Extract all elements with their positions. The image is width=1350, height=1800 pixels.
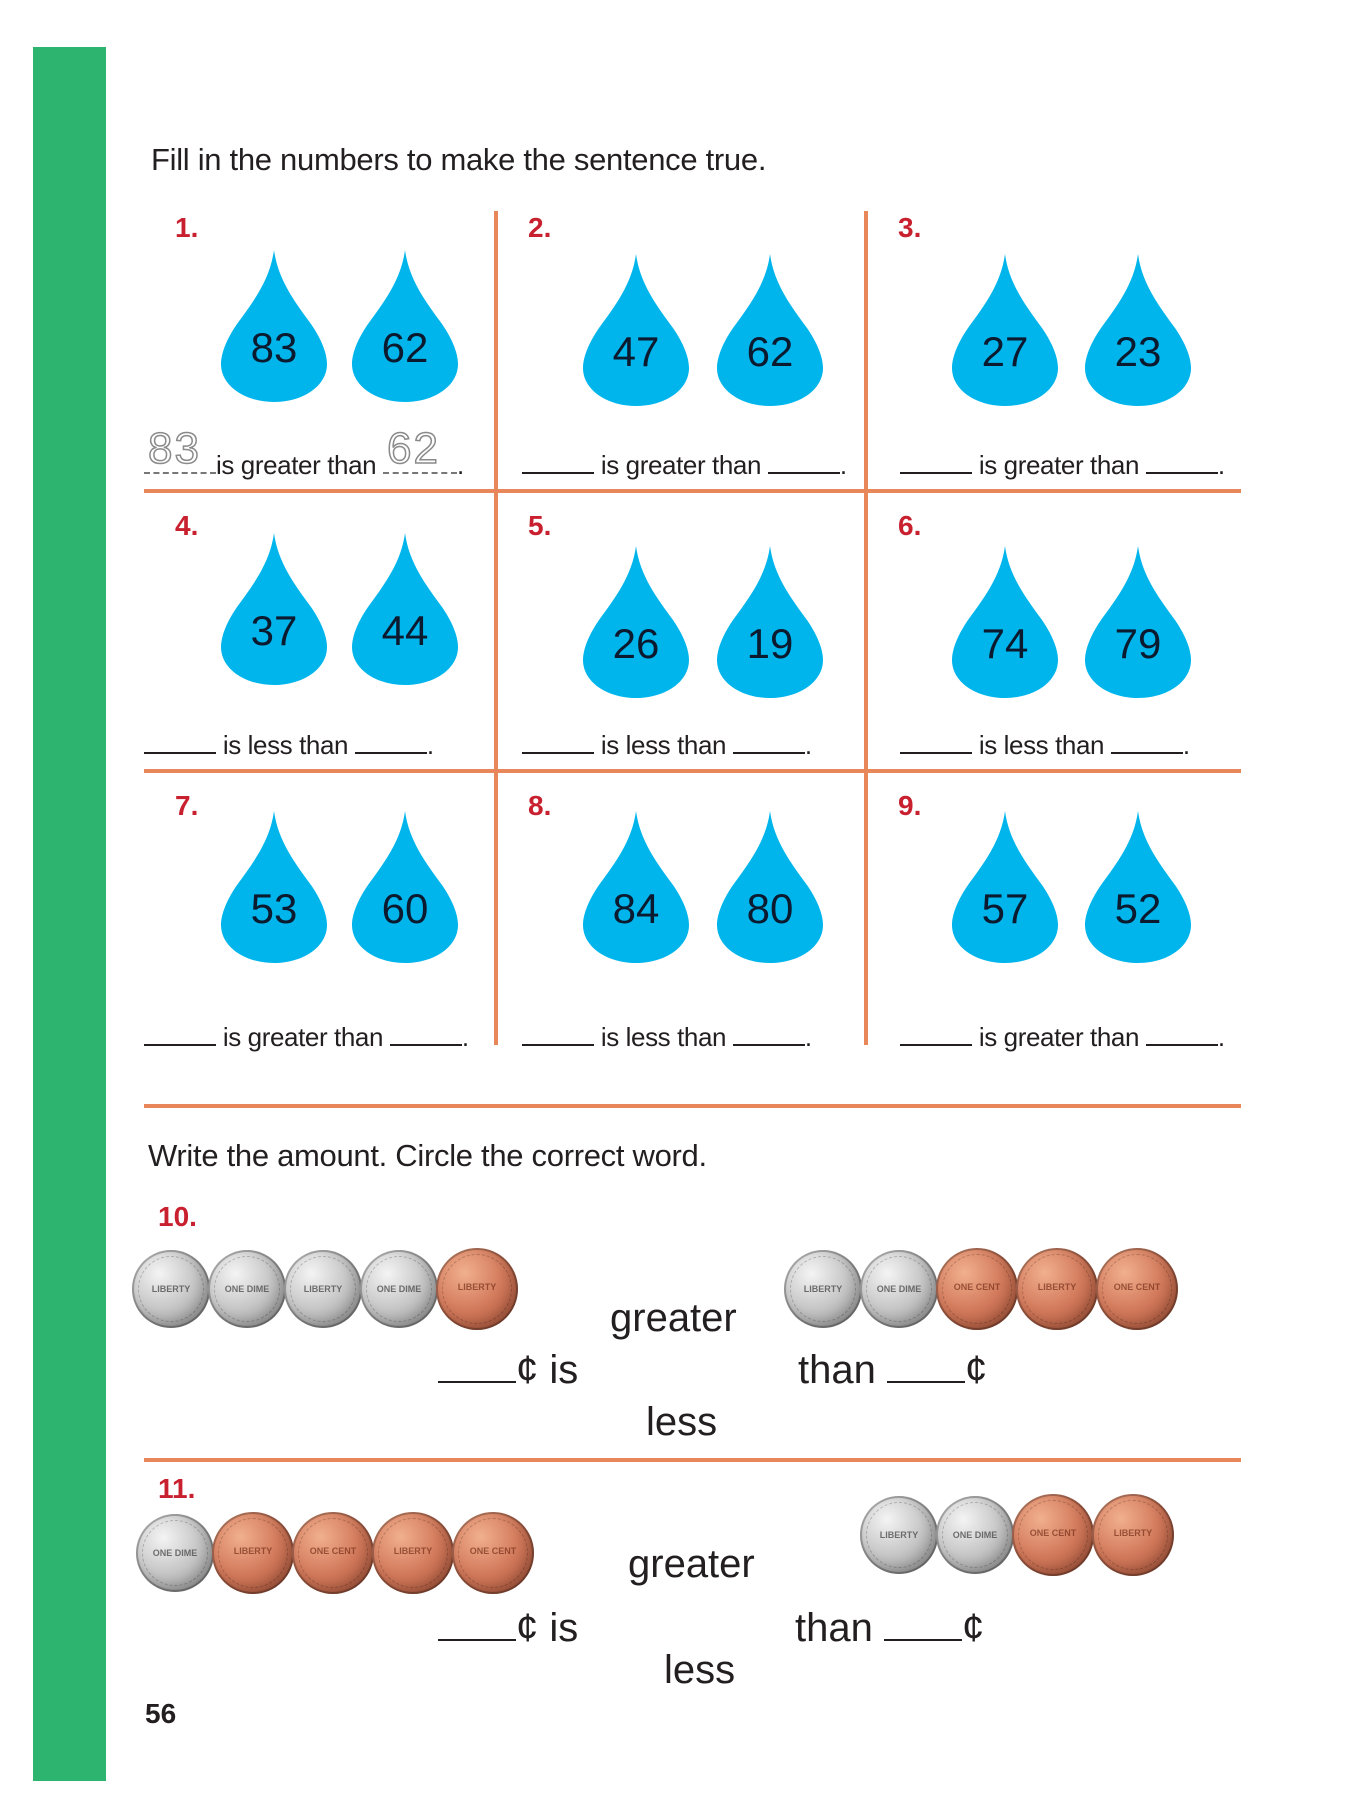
problem-10-than: than (798, 1348, 876, 1392)
problem-9-drop-left (952, 811, 1058, 963)
drop-number: 44 (381, 607, 429, 654)
drop-number: 19 (746, 620, 794, 667)
relation-text: is greater than (600, 450, 762, 480)
problem-4-drop-left (221, 533, 327, 685)
problem-11-left-blank[interactable] (438, 1613, 516, 1641)
problem-7-drop-right (352, 811, 458, 963)
problem-10-cent-is: ¢ is (516, 1348, 579, 1392)
problem-11-right-coins (860, 1494, 1172, 1576)
answer-blank-right[interactable] (733, 1018, 805, 1046)
drop-number: 47 (612, 328, 660, 375)
drop-number: 74 (981, 620, 1029, 667)
problem-4-sentence: is less than . (144, 726, 434, 761)
penny-heads-icon: LIBERTY (1016, 1248, 1098, 1330)
problem-4-label: 4. (175, 510, 199, 541)
problem-6-label: 6. (898, 510, 922, 541)
penny-heads-icon: LIBERTY (372, 1512, 454, 1594)
answer-blank-left[interactable] (900, 1018, 972, 1046)
problem-8-sentence: is less than . (522, 1018, 812, 1053)
problem-10-cent: ¢ (964, 1348, 988, 1392)
dime-tails-icon: ONE DIME (860, 1250, 938, 1328)
penny-heads-icon: LIBERTY (212, 1512, 294, 1594)
problem-3-label: 3. (898, 212, 922, 243)
relation-text: is less than (600, 1022, 727, 1052)
problem-10-left-amount[interactable] (438, 1348, 578, 1393)
dime-heads-icon: LIBERTY (784, 1250, 862, 1328)
drop-number: 53 (250, 885, 298, 932)
relation-text: is greater than (216, 450, 377, 480)
relation-text: is greater than (978, 450, 1140, 480)
answer-blank-right[interactable] (1146, 446, 1218, 474)
problem-10-left-blank[interactable] (438, 1355, 516, 1383)
problem-9-sentence: is greater than . (900, 1018, 1225, 1053)
dime-heads-icon: LIBERTY (284, 1250, 362, 1328)
answer-blank-left[interactable] (900, 726, 972, 754)
answer-blank-right[interactable] (733, 726, 805, 754)
answer-blank-left[interactable] (144, 726, 216, 754)
problem-5-sentence: is less than . (522, 726, 812, 761)
drop-number: 79 (1114, 620, 1162, 667)
penny-tails-icon: ONE CENT (936, 1248, 1018, 1330)
answer-blank-left[interactable] (522, 1018, 594, 1046)
problem-6-sentence: is less than . (900, 726, 1190, 761)
problem-5-label: 5. (528, 510, 552, 541)
grid-divider-horizontal-2 (144, 769, 1241, 773)
answer-blank-left[interactable] (522, 726, 594, 754)
drop-number: 60 (381, 885, 429, 932)
answer-blank-left[interactable] (900, 446, 972, 474)
grid-divider-vertical-2 (864, 211, 868, 1045)
grid-divider-horizontal-1 (144, 489, 1241, 493)
problem-11-option-less[interactable]: less (664, 1648, 736, 1692)
problem-11-option-greater[interactable]: greater (628, 1542, 755, 1586)
problem-10-right-coins (784, 1248, 1176, 1330)
problem-1-label: 1. (175, 212, 199, 243)
problem-8-drop-left (583, 811, 689, 963)
problem-10-left-coins (132, 1248, 516, 1330)
answer-blank-right[interactable] (390, 1018, 462, 1046)
problem-1-sentence: 83 is greater than 62 . (144, 446, 464, 481)
dime-heads-icon: LIBERTY (860, 1496, 938, 1574)
drop-number: 26 (612, 620, 660, 667)
problem-10-label: 10. (158, 1201, 197, 1232)
drop-number: 52 (1114, 885, 1162, 932)
problem-10-option-greater[interactable]: greater (610, 1296, 737, 1340)
relation-text: is less than (222, 730, 349, 760)
problem-3-drop-left (952, 254, 1058, 406)
problem-7-drop-left (221, 811, 327, 963)
problem-divider (144, 1458, 1241, 1462)
problem-6-drop-left (952, 546, 1058, 698)
problem-2-drop-left (583, 254, 689, 406)
problem-11-left-coins (136, 1512, 532, 1594)
problem-2-label: 2. (528, 212, 552, 243)
answer-blank-right[interactable] (1146, 1018, 1218, 1046)
problem-2-drop-right (717, 254, 823, 406)
drop-number: 84 (612, 885, 660, 932)
relation-text: is greater than (978, 1022, 1140, 1052)
section2-instruction: Write the amount. Circle the correct word. (148, 1138, 707, 1173)
drop-number: 80 (746, 885, 794, 932)
answer-blank-left[interactable] (522, 446, 594, 474)
drop-number: 57 (981, 885, 1029, 932)
problem-11-cent: ¢ (961, 1606, 985, 1650)
section1-instruction: Fill in the numbers to make the sentence true. (151, 142, 767, 177)
drop-number: 62 (381, 324, 429, 371)
problem-1-drop-right (352, 250, 458, 402)
problem-6-drop-right (1085, 546, 1191, 698)
problem-3-drop-right (1085, 254, 1191, 406)
problem-1-drop-left (221, 250, 327, 402)
dime-tails-icon: ONE DIME (208, 1250, 286, 1328)
drop-number: 27 (981, 328, 1029, 375)
problem-4-drop-right (352, 533, 458, 685)
problem-11-right-blank[interactable] (884, 1613, 962, 1641)
problem-11-cent-is: ¢ is (516, 1606, 579, 1650)
problem-11-than: than (795, 1606, 873, 1650)
answer-blank-right[interactable] (1111, 726, 1183, 754)
problem-7-label: 7. (175, 790, 199, 821)
problem-1-answer-left-traced[interactable]: 83 (144, 446, 216, 474)
relation-text: is less than (978, 730, 1105, 760)
problem-5-drop-left (583, 546, 689, 698)
problem-3-sentence: is greater than . (900, 446, 1225, 481)
problem-1-answer-right-traced[interactable]: 62 (383, 446, 457, 474)
penny-heads-icon: LIBERTY (1092, 1494, 1174, 1576)
answer-blank-right[interactable] (355, 726, 427, 754)
problem-9-label: 9. (898, 790, 922, 821)
dime-tails-icon: ONE DIME (136, 1514, 214, 1592)
answer-blank-right[interactable] (768, 446, 840, 474)
problem-11-right-amount[interactable] (795, 1606, 984, 1651)
problem-10-right-amount[interactable] (798, 1348, 987, 1393)
sidebar-color-band (33, 47, 106, 1781)
drop-number: 62 (746, 328, 794, 375)
problem-11-left-amount[interactable] (438, 1606, 578, 1651)
relation-text: is less than (600, 730, 727, 760)
penny-heads-icon: LIBERTY (436, 1248, 518, 1330)
dime-tails-icon: ONE DIME (360, 1250, 438, 1328)
penny-tails-icon: ONE CENT (292, 1512, 374, 1594)
problem-8-drop-right (717, 811, 823, 963)
dime-tails-icon: ONE DIME (936, 1496, 1014, 1574)
answer-blank-left[interactable] (144, 1018, 216, 1046)
problem-8-label: 8. (528, 790, 552, 821)
problem-9-drop-right (1085, 811, 1191, 963)
relation-text: is greater than (222, 1022, 384, 1052)
drop-number: 37 (250, 607, 298, 654)
problem-10-right-blank[interactable] (887, 1355, 965, 1383)
dime-heads-icon: LIBERTY (132, 1250, 210, 1328)
problem-11-label: 11. (158, 1473, 196, 1504)
penny-tails-icon: ONE CENT (452, 1512, 534, 1594)
problem-5-drop-right (717, 546, 823, 698)
grid-divider-vertical-1 (494, 211, 498, 1045)
drop-number: 23 (1114, 328, 1162, 375)
drop-number: 83 (250, 324, 298, 371)
problem-10-option-less[interactable]: less (646, 1400, 718, 1444)
problem-7-sentence: is greater than . (144, 1018, 469, 1053)
page-number: 56 (145, 1698, 177, 1729)
penny-tails-icon: ONE CENT (1012, 1494, 1094, 1576)
penny-tails-icon: ONE CENT (1096, 1248, 1178, 1330)
problem-2-sentence: is greater than . (522, 446, 847, 481)
section-divider (144, 1104, 1241, 1108)
